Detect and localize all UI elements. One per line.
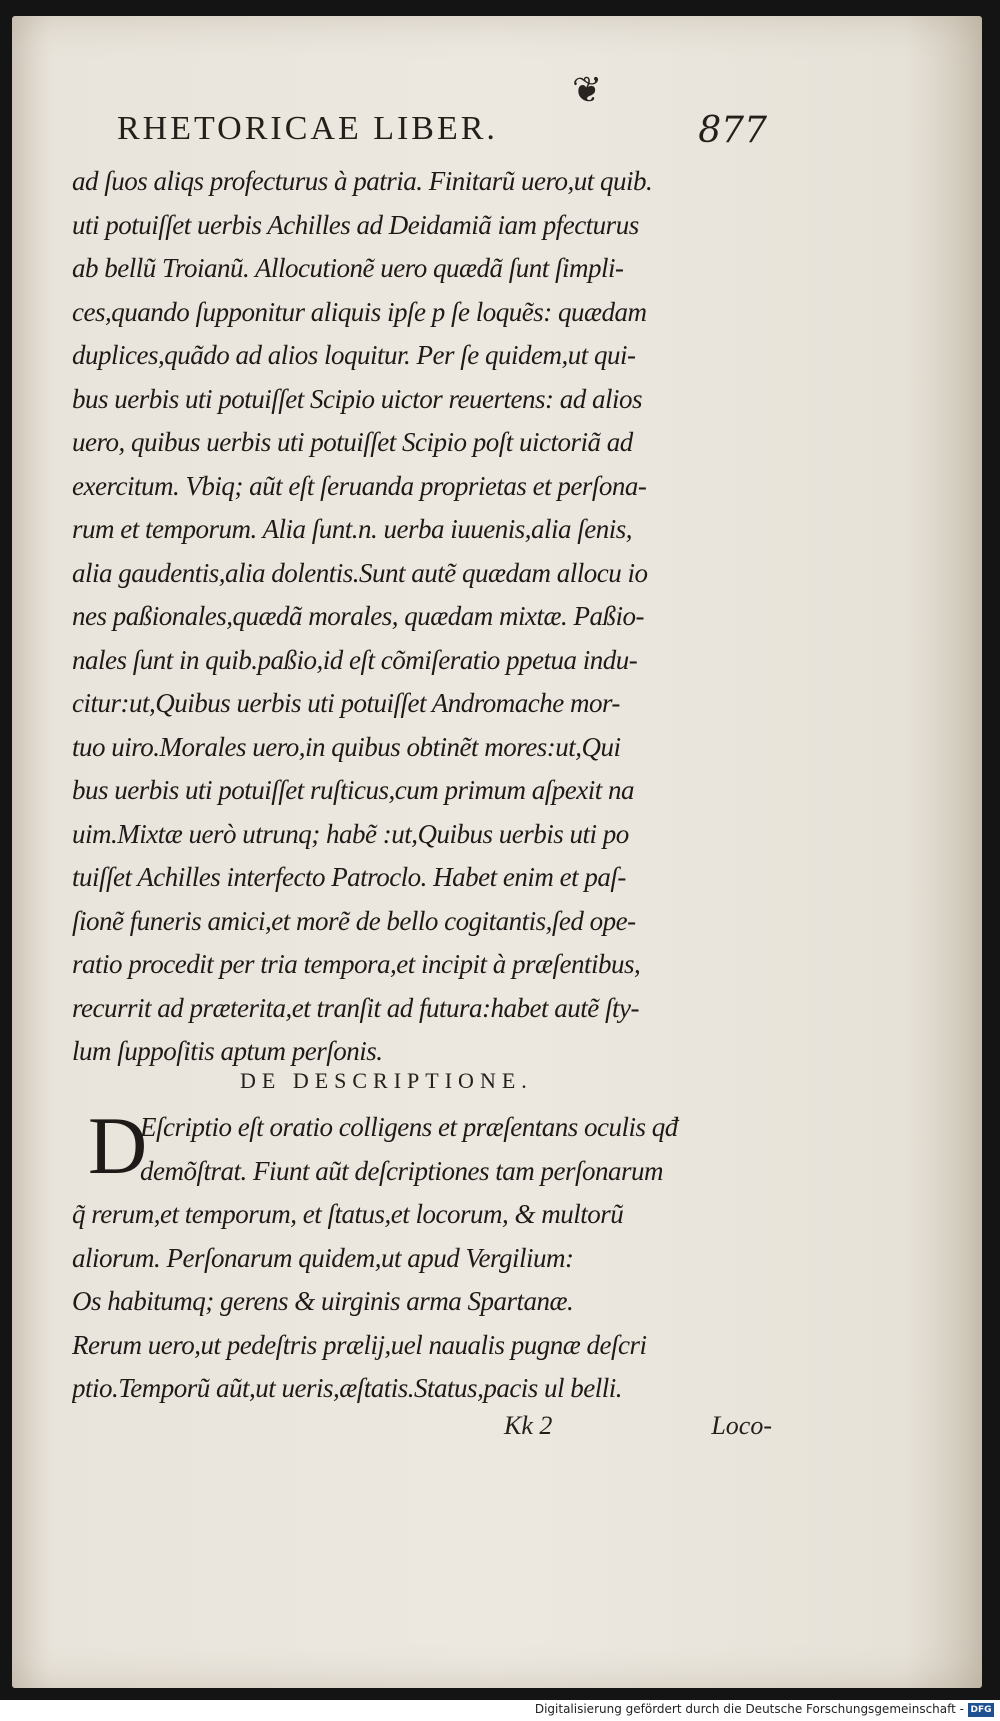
section-heading: DE DESCRIPTIONE. — [240, 1068, 533, 1093]
text-line: exercitum. Vbiq; aũt eſt ſeruanda proprietas et perſona- — [72, 470, 647, 501]
text-line: Os habitumq; gerens & uirginis arma Spartanæ. — [72, 1286, 574, 1316]
text-line: lum ſuppoſitis aptum perſonis. — [72, 1036, 383, 1066]
credit-bar — [0, 1700, 1000, 1721]
text-line: alia gaudentis,alia dolentis.Sunt autẽ quædam allocu io — [72, 557, 648, 588]
text-line: tuo uiro.Morales uero,in quibus obtinẽt mores:ut,Qui — [72, 731, 621, 762]
book-page — [12, 16, 982, 1688]
text-line: demõſtrat. Fiunt aũt deſcriptiones tam perſonarum — [140, 1155, 663, 1186]
text-line: Rerum uero,ut pedeſtris prælij,uel naualis pugnæ deſcri — [72, 1329, 647, 1360]
signature-mark: Kk 2 — [504, 1411, 553, 1440]
text-line: q̃ rerum,et temporum, et ſtatus,et locorum, & multorũ — [72, 1199, 624, 1229]
text-line: uti potuiſſet uerbis Achilles ad Deidamiã iam pfecturus — [72, 209, 639, 240]
text-line: ad ſuos aliqs profecturus à patria. Finitarũ uero,ut quib. — [72, 166, 653, 196]
text-line: rum et temporum. Alia ſunt.n. uerba iuuenis,alia ſenis, — [72, 514, 632, 544]
description-section — [72, 1100, 778, 1411]
text-line: citur:ut,Quibus uerbis uti potuiſſet Andromache mor- — [72, 688, 620, 718]
text-line: nes paßionales,quædã morales, quædam mixtæ. Paßio- — [72, 601, 644, 631]
page-number: 877 — [698, 110, 767, 151]
text-line: Eſcriptio eſt oratio colligens et præſentans oculis qđ — [140, 1112, 678, 1142]
text-line: tuiſſet Achilles interfecto Patroclo. Habet enim et paſ- — [72, 862, 626, 892]
funding-credit: Digitalisierung gefördert durch die Deutsche Forschungsgemeinschaft - — [534, 1702, 964, 1716]
running-title: RHETORICAE LIBER. — [117, 110, 498, 147]
text-line: bus uerbis uti potuiſſet ruſticus,cum primum aſpexit na — [72, 775, 634, 805]
text-line: duplices,quãdo ad alios loquitur. Per ſe quidem,ut qui- — [72, 340, 636, 370]
printer-ornament: ❦ — [572, 70, 603, 111]
text-line: ab bellũ Troianũ. Allocutionẽ uero quædã ſunt ſimpli- — [72, 253, 624, 283]
drop-capital: D — [88, 1100, 148, 1191]
dfg-logo: DFG — [968, 1703, 994, 1717]
text-line: ces,quando ſupponitur aliquis ipſe p ſe loquẽs: quædam — [72, 296, 647, 327]
text-line: nales ſunt in quib.paßio,id eſt cõmiſeratio ppetua indu- — [72, 644, 638, 675]
text-line: recurrit ad præterita,et tranſit ad futura:habet autẽ ſty- — [72, 992, 639, 1023]
text-line: ratio procedit per tria tempora,et incipit à præſentibus, — [72, 949, 641, 979]
text-line: uero, quibus uerbis uti potuiſſet Scipio poſt uictoriã ad — [72, 427, 633, 457]
text-line: ptio.Temporũ aũt,ut ueris,æſtatis.Status,pacis ul belli. — [72, 1373, 623, 1403]
body-text — [72, 160, 778, 1074]
text-line: ſionẽ funeris amici,et morẽ de bello cogitantis,ſed ope- — [72, 905, 636, 936]
text-line: uim.Mixtæ uerò utrunq; habẽ :ut,Quibus uerbis uti po — [72, 818, 629, 849]
text-line: aliorum. Perſonarum quidem,ut apud Vergilium: — [72, 1242, 574, 1273]
running-head — [117, 110, 767, 160]
text-line: bus uerbis uti potuiſſet Scipio uictor reuertens: ad alios — [72, 383, 642, 414]
catchword: Loco- — [711, 1411, 772, 1440]
page-footer — [492, 1411, 772, 1451]
